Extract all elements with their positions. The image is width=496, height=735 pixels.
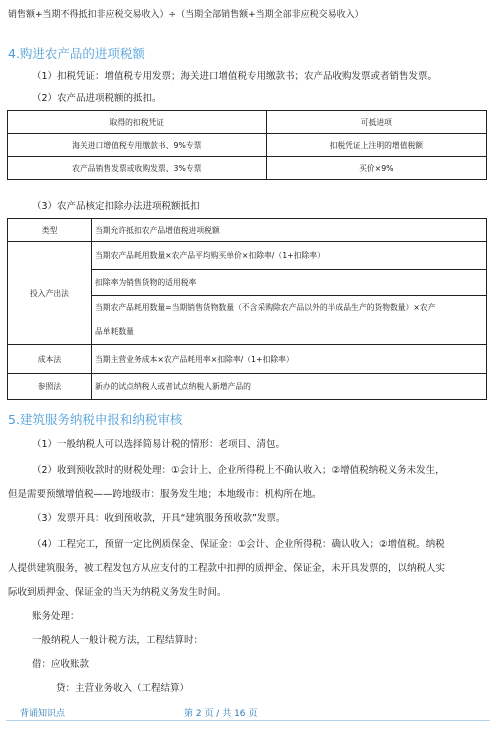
paragraph: （1）一般纳税人可以选择简易计税的情形：老项目、清包。 bbox=[32, 439, 286, 450]
paragraph: 借：应收账款 bbox=[32, 659, 90, 670]
table-cell: 当期农产品耗用数量×农产品平均购买单价×扣除率/（1+扣除率） bbox=[92, 242, 487, 270]
paragraph: （3）农产品核定扣除办法进项税额抵扣 bbox=[32, 201, 200, 212]
table-row bbox=[8, 374, 487, 400]
paragraph: 但是需要预缴增值税——跨地级市：服务发生地；本地级市：机构所在地。 bbox=[8, 489, 322, 500]
paragraph: 一般纳税人一般计税方法，工程结算时： bbox=[32, 635, 204, 646]
table-label-cell: 参照法 bbox=[8, 374, 92, 400]
table-cell: 扣除率为销售货物的适用税率 bbox=[92, 270, 487, 296]
paragraph: （4）工程完工，预留一定比例质保金、保证金：①会计、企业所得税：确认收入；②增值税。纳税 bbox=[32, 539, 445, 550]
paragraph: 贷：主营业务收入（工程结算） bbox=[56, 683, 190, 694]
table-cell: 当期主营业务成本×农产品耗用率×扣除率/（1+扣除率） bbox=[92, 345, 487, 374]
table-cell: 扣税凭证上注明的增值税额 bbox=[266, 134, 486, 157]
deduction-voucher-table bbox=[7, 110, 487, 180]
paragraph: 账务处理： bbox=[32, 611, 80, 622]
paragraph: （3）发票开具：收到预收款，开具“建筑服务预收款”发票。 bbox=[32, 513, 286, 524]
cell-line: 品单耗数量 bbox=[95, 327, 134, 336]
table-label-cell: 成本法 bbox=[8, 345, 92, 374]
table-cell bbox=[92, 296, 487, 345]
page-indicator: 第 2 页 / 共 16 页 bbox=[184, 709, 258, 719]
table-cell: 新办的试点纳税人或者试点纳税人新增产品的 bbox=[92, 374, 487, 400]
table-header-cell: 可抵进项 bbox=[266, 111, 486, 134]
table-label-cell: 投入产出法 bbox=[8, 242, 92, 345]
paragraph: （1）扣税凭证：增值税专用发票；海关进口增值税专用缴款书；农产品收购发票或者销售发票。 bbox=[32, 71, 438, 82]
table-header-cell: 取得的扣税凭证 bbox=[8, 111, 267, 134]
table-row bbox=[8, 219, 487, 242]
table-header-row bbox=[8, 111, 487, 134]
footer-title: 背诵知识点 bbox=[20, 709, 66, 719]
table-row bbox=[8, 134, 487, 157]
table-label-cell: 类型 bbox=[8, 219, 92, 242]
table-row bbox=[8, 242, 487, 270]
table-cell: 当期允许抵扣农产品增值税进项税额 bbox=[92, 219, 487, 242]
formula-continuation: 销售额+当期不得抵扣非应税交易收入）÷（当期全部销售额+当期全部非应税交易收入） bbox=[8, 10, 364, 20]
section-heading: 4.购进农产品的进项税额 bbox=[8, 46, 145, 61]
paragraph: （2）收到预收款时的财税处理：①会计上、企业所得税上不确认收入；②增值税纳税义务未发生， bbox=[32, 465, 445, 476]
table-row bbox=[8, 157, 487, 180]
verified-deduction-table bbox=[7, 218, 487, 400]
paragraph: （2）农产品进项税额的抵扣。 bbox=[32, 93, 162, 104]
table-row bbox=[8, 345, 487, 374]
cell-line: 当期农产品耗用数量=当期销售货物数量（不含采购除农产品以外的半成品生产的货物数量）×农产 bbox=[95, 303, 436, 312]
table-cell: 农产品销售发票或收购发票、3%专票 bbox=[8, 157, 267, 180]
paragraph: 人提供建筑服务，被工程发包方从应支付的工程款中扣押的质押金、保证金，未开具发票的，以纳税人实 bbox=[8, 563, 446, 574]
footer-divider bbox=[6, 720, 490, 721]
table-cell: 海关进口增值税专用缴款书、9%专票 bbox=[8, 134, 267, 157]
section-heading: 5.建筑服务纳税申报和纳税审核 bbox=[8, 412, 183, 427]
paragraph: 际收到质押金、保证金的当天为纳税义务发生时间。 bbox=[8, 587, 227, 598]
table-cell: 买价×9% bbox=[266, 157, 486, 180]
